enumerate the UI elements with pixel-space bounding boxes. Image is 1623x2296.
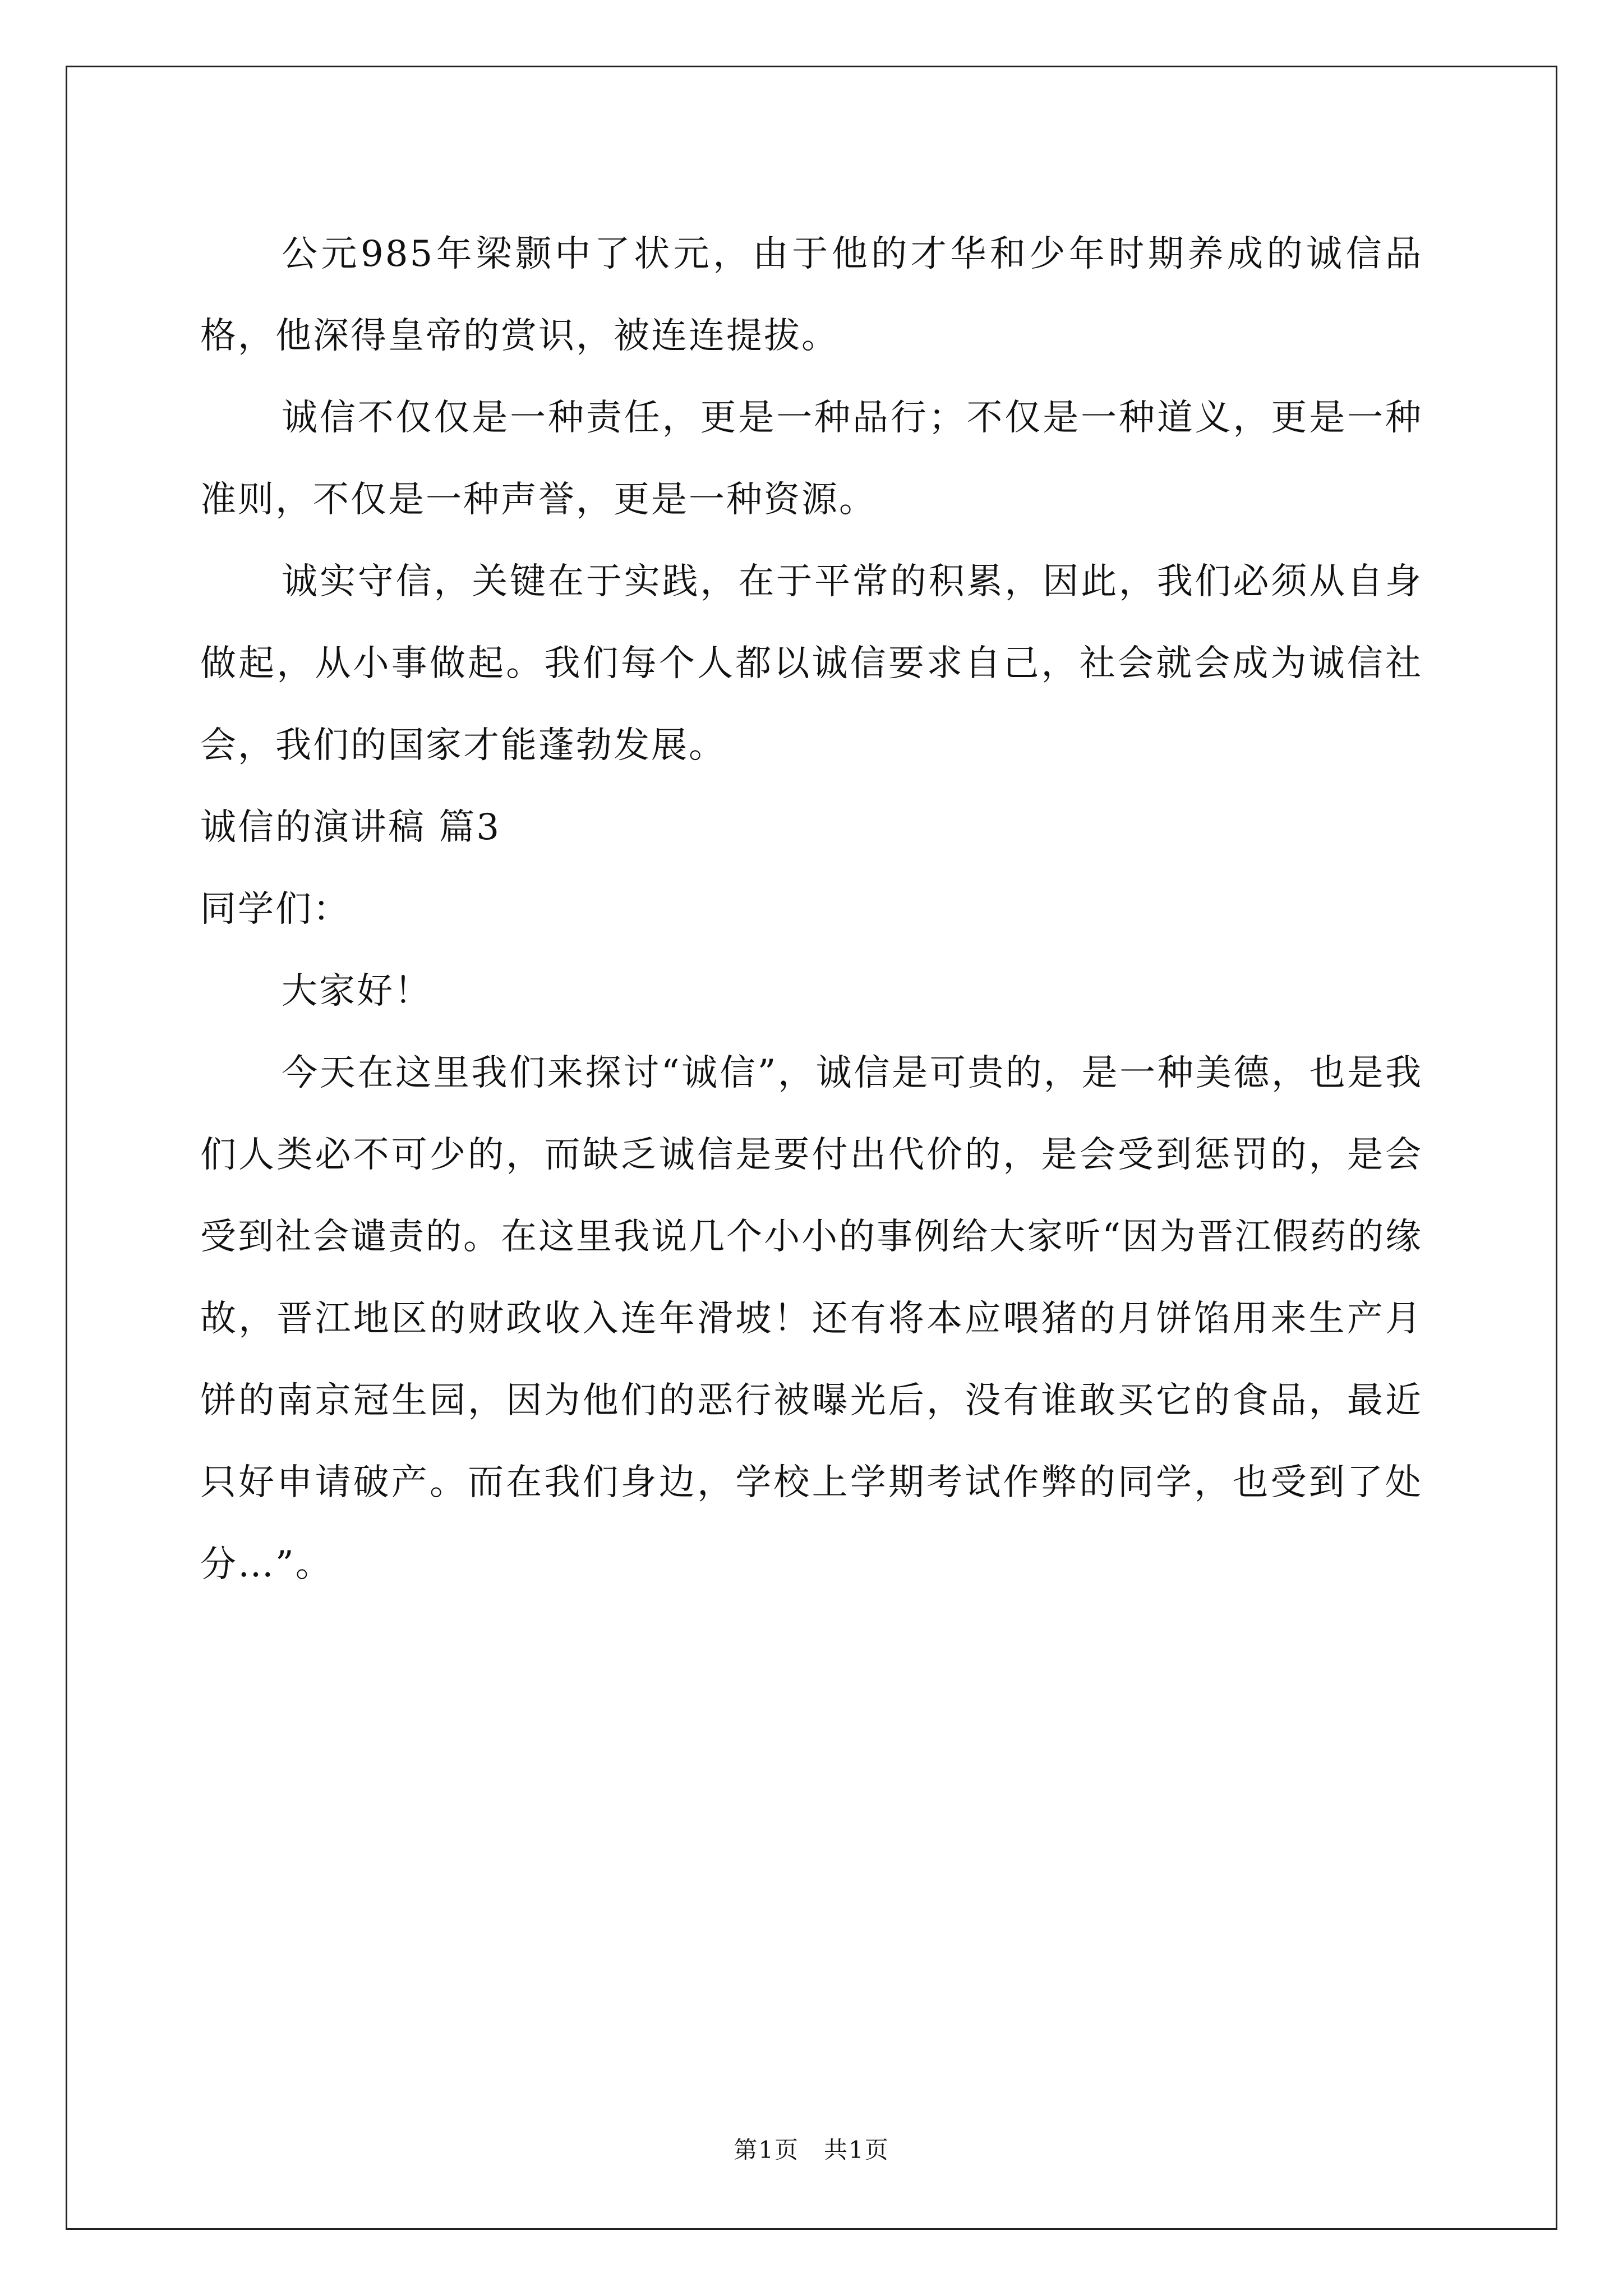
greeting: 大家好！ bbox=[282, 970, 432, 1012]
document-body bbox=[200, 213, 1423, 1605]
paragraph-2: 诚信不仅仅是一种责任，更是一种品行；不仅是一种道义，更是一种准则，不仅是一种声誉，更是一种资源。 bbox=[200, 397, 1423, 521]
paragraph-3: 诚实守信，关键在于实践，在于平常的积累，因此，我们必须从自身做起，从小事做起。我们每个人都以诚信要求自己，社会就会成为诚信社会，我们的国家才能蓬勃发展。 bbox=[200, 561, 1423, 766]
section-title: 诚信的演讲稿 篇3 bbox=[200, 807, 501, 848]
salutation: 同学们： bbox=[200, 889, 351, 930]
paragraph-1: 公元985年梁颢中了状元，由于他的才华和少年时期养成的诚信品格，他深得皇帝的赏识，被连连提拔。 bbox=[200, 233, 1423, 357]
page-footer: 第1页 共1页 bbox=[734, 2136, 889, 2164]
body-paragraph: 今天在这里我们来探讨“诚信”，诚信是可贵的，是一种美德，也是我们人类必不可少的，而缺乏诚信是要付出代价的，是会受到惩罚的，是会受到社会谴责的。在这里我说几个小小的事例给大家听“因为晋江假药的缘故，晋江地区的财政收入连年滑坡！还有将本应喂猪的月饼馅用来生产月饼的南京冠生园，因为他们的恶行被曝光后，没有谁敢买它的食品，最近只好申请破产。而在我们身边，学校上学期考试作弊的同学，也受到了处分…”。 bbox=[200, 1052, 1423, 1585]
